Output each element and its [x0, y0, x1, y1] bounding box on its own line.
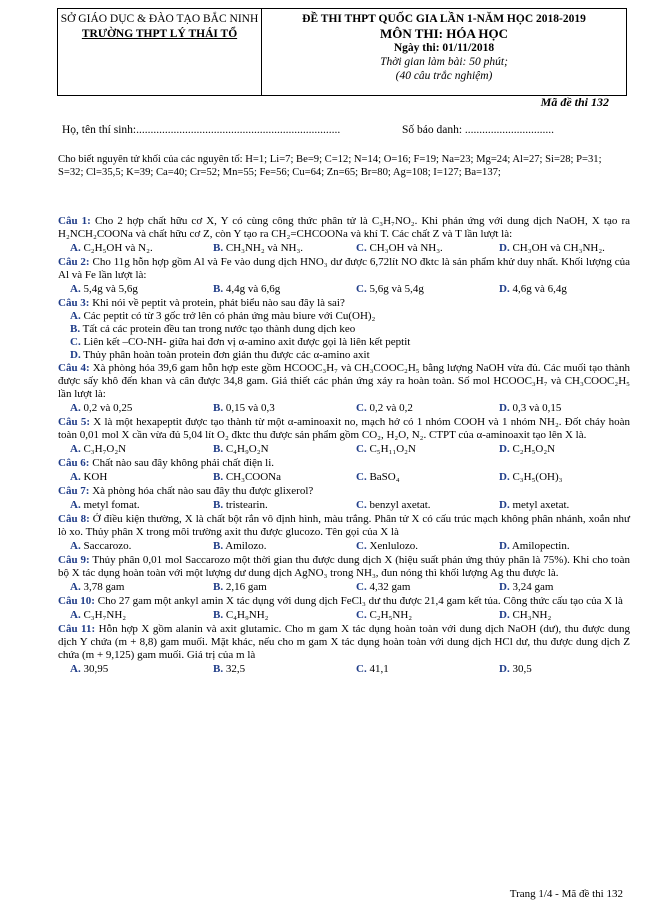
page-footer: Trang 1/4 - Mã đề thi 132 — [509, 888, 623, 900]
option-text: 41,1 — [369, 663, 389, 675]
exam-title: ĐỀ THI THPT QUỐC GIA LẦN 1-NĂM HỌC 2018-2019 — [302, 13, 586, 25]
answer-option — [201, 580, 344, 594]
question-label: Câu 7: — [58, 485, 90, 497]
option-text: 0,2 và 0,2 — [369, 402, 413, 414]
answer-option — [344, 401, 487, 415]
option-text: Thủy phân hoàn toàn protein đơn giản thu được các α-amino axit — [83, 349, 370, 361]
answer-option — [58, 282, 201, 296]
answer-option — [58, 580, 201, 594]
option-text: benzyl axetat. — [369, 499, 431, 511]
subject: MÔN THI: HÓA HỌC — [380, 26, 508, 41]
option-letter: A. — [70, 581, 81, 593]
question-text: X là một hexapeptit được tạo thành từ một α-aminoaxit no, mạch hở có 1 nhóm COOH và 1 nhóm NH₂. Đốt cháy hoàn toàn 0,01 mol X cần vừa đủ 5,04 lít O₂ đktc thu được sản phẩm gồm CO₂, H₂O, N₂. CTPT của α-aminoaxit tạo lên X là. — [58, 416, 630, 441]
answer-option — [58, 241, 201, 255]
student-info — [62, 124, 555, 136]
option-text: 3,78 gam — [83, 581, 125, 593]
answer-option — [487, 662, 630, 676]
answer-option — [344, 442, 487, 456]
answer-option — [344, 241, 487, 255]
option-text: BaSO₄ — [369, 471, 400, 483]
question-label: Câu 11: — [58, 623, 96, 635]
question-text: Hỗn hợp X gồm alanin và axit glutamic. Cho m gam X tác dụng hoàn toàn với dung dịch NaOH (dư), thu được dung dịch Y chứa (m + 8,8) gam muối. Mặt khác, nếu cho m gam X tác dụng hoàn toàn với dung dịch HCl dư, thu được dung dịch Z chứa (m + 9,125) gam muối. Giá trị của m là — [58, 623, 631, 661]
option-text: 4,32 gam — [369, 581, 411, 593]
option-text: 5,6g và 5,4g — [369, 283, 424, 295]
question-label: Câu 2: — [58, 256, 90, 268]
option-letter: D. — [499, 402, 510, 414]
answer-option — [58, 608, 201, 622]
option-text: C₃H₇O₂N — [83, 443, 127, 455]
answer-option — [201, 470, 344, 484]
option-text: C₂H₅NH₂ — [369, 609, 413, 621]
option-letter: B. — [213, 540, 224, 552]
option-letter: A. — [70, 242, 81, 254]
option-text: 30,5 — [512, 663, 532, 675]
option-letter: A. — [70, 310, 81, 322]
option-text: 5,4g và 5,6g — [83, 283, 138, 295]
option-text: 0,2 và 0,25 — [83, 402, 133, 414]
answer-option — [344, 282, 487, 296]
question — [58, 457, 630, 470]
option-letter: C. — [356, 242, 367, 254]
question — [58, 256, 630, 282]
question — [58, 297, 630, 310]
option-text: Amilopectin. — [511, 540, 570, 552]
option-letter: A. — [70, 443, 81, 455]
question-text: Cho 27 gam một ankyl amin X tác dụng với dung dịch FeCl₃ dư thu được 21,4 gam kết tủa. Công thức cấu tạo của X là — [97, 595, 623, 607]
option-letter: C. — [356, 581, 367, 593]
atomic-masses: Cho biết nguyên tử khối của các nguyên tố: H=1; Li=7; Be=9; C=12; N=14; O=16; F=19; Na=23; Mg=24; Al=27; Si=28; P=31; S=32; Cl=35,5; K=39; Ca=40; Cr=52; Mn=55; Fe=56; Cu=64; Zn=65; Br=80; Ag=108; I=127; Ba=137; — [58, 154, 602, 178]
answer-option — [201, 282, 344, 296]
option-letter: A. — [70, 471, 81, 483]
answer-option — [201, 662, 344, 676]
option-text: 4,4g và 6,6g — [225, 283, 281, 295]
option-letter: A. — [70, 609, 81, 621]
option-text: CH₃OH và NH₃. — [369, 242, 443, 254]
option-letter: B. — [213, 663, 224, 675]
answer-option — [58, 336, 630, 349]
option-letter: A. — [70, 499, 81, 511]
question — [58, 595, 630, 608]
exam-code: Mã đề thi 132 — [540, 95, 609, 109]
option-text: C₄H₉O₂N — [225, 443, 269, 455]
option-text: CH₃NH₂ và NH₃. — [225, 242, 304, 254]
student-name-field: Họ, tên thí sinh:....................................................................... — [62, 124, 341, 136]
option-letter: D. — [499, 581, 510, 593]
answer-option — [344, 580, 487, 594]
answer-option — [487, 401, 630, 415]
option-letter: B. — [213, 609, 224, 621]
option-text: C₂H₅O₂N — [512, 443, 556, 455]
option-text: KOH — [83, 471, 108, 483]
answer-option — [58, 310, 630, 323]
option-text: metyl fomat. — [83, 499, 140, 511]
question-label: Câu 9: — [58, 554, 90, 566]
option-letter: C. — [356, 499, 367, 511]
option-letter: D. — [499, 499, 510, 511]
option-letter: C. — [356, 540, 367, 552]
answer-option — [58, 323, 630, 336]
answer-options — [58, 442, 630, 456]
answer-option — [201, 608, 344, 622]
answer-options — [58, 580, 630, 594]
option-text: CH₃OH và CH₃NH₂. — [512, 242, 605, 254]
answer-option — [487, 442, 630, 456]
option-letter: B. — [213, 499, 224, 511]
answer-option — [487, 539, 630, 553]
question-label: Câu 8: — [58, 513, 90, 525]
answer-option — [58, 498, 201, 512]
question-label: Câu 6: — [58, 457, 90, 469]
option-text: 32,5 — [225, 663, 246, 675]
answer-options — [58, 662, 630, 676]
option-text: metyl axetat. — [512, 499, 570, 511]
option-text: C₅H₁₁O₂N — [369, 443, 416, 455]
option-letter: D. — [499, 663, 510, 675]
option-text: C₂H₅OH và N₂. — [83, 242, 153, 254]
option-letter: D. — [499, 471, 510, 483]
question-count: (40 câu trắc nghiệm) — [395, 70, 493, 82]
option-text: Saccarozo. — [83, 540, 132, 552]
option-text: 0,15 và 0,3 — [225, 402, 275, 414]
answer-options — [58, 539, 630, 553]
question-text: Cho 2 hợp chất hữu cơ X, Y có cùng công thức phân tử là C₃H₇NO₂. Khi phản ứng với dung dịch NaOH, X tạo ra H₂NCH₂COONa và chất hữu cơ Z, còn Y tạo ra CH₂=CHCOONa và khí T. Các chất Z và T lần lượt là: — [58, 215, 630, 240]
question-label: Câu 1: — [58, 215, 91, 227]
answer-option — [487, 608, 630, 622]
option-letter: D. — [499, 443, 510, 455]
question-text: Khi nói về peptit và protein, phát biểu nào sau đây là sai? — [92, 297, 345, 309]
option-text: C₄H₉NH₂ — [225, 609, 269, 621]
option-letter: C. — [70, 336, 81, 348]
answer-option — [58, 470, 201, 484]
answer-option — [344, 539, 487, 553]
option-letter: C. — [356, 471, 367, 483]
answer-option — [58, 349, 630, 362]
answer-options — [58, 498, 630, 512]
option-text: CH₃NH₂ — [512, 609, 552, 621]
option-letter: D. — [499, 540, 510, 552]
answer-options — [58, 401, 630, 415]
option-letter: B. — [213, 443, 224, 455]
question-text: Xà phòng hóa chất nào sau đây thu được glixerol? — [92, 485, 314, 497]
answer-options — [58, 310, 630, 362]
option-letter: B. — [213, 581, 224, 593]
option-text: Tất cả các protein đều tan trong nước tạo thành dung dịch keo — [82, 323, 356, 335]
answer-option — [201, 442, 344, 456]
option-letter: A. — [70, 402, 81, 414]
option-letter: C. — [356, 609, 367, 621]
option-text: 30,95 — [83, 663, 109, 675]
answer-option — [487, 241, 630, 255]
question-text: Chất nào sau đây không phải chất điện li. — [92, 457, 274, 469]
option-letter: B. — [213, 402, 224, 414]
question — [58, 485, 630, 498]
question-text: Ở điều kiện thường, X là chất bột rắn vô định hình, màu trắng. Phân tử X có cấu trúc mạch không phân nhánh, xoắn như lò xo. Thủy phân X trong môi trường axit thu được glucozo. Tên gọi của X là — [58, 513, 630, 538]
answer-option — [58, 539, 201, 553]
option-text: tristearin. — [225, 499, 268, 511]
dept-name: SỞ GIÁO DỤC & ĐÀO TẠO BẮC NINH — [60, 13, 259, 25]
option-text: Amilozo. — [225, 540, 267, 552]
question — [58, 416, 630, 442]
option-letter: D. — [499, 242, 510, 254]
option-letter: A. — [70, 540, 81, 552]
question-text: Thủy phân 0,01 mol Saccarozo một thời gian thu được dung dịch X (hiệu suất phản ứng thủy phân là 75%). Khi cho toàn bộ X tác dụng hoàn toàn với một lượng dư dung dịch AgNO₃ trong NH₃, đun nóng thì khối lượng Ag thu được là. — [58, 554, 630, 579]
answer-options — [58, 282, 630, 296]
answer-option — [344, 662, 487, 676]
answer-options — [58, 608, 630, 622]
option-letter: C. — [356, 663, 367, 675]
question — [58, 623, 630, 662]
option-letter: D. — [499, 609, 510, 621]
option-letter: C. — [356, 283, 367, 295]
option-letter: D. — [499, 283, 510, 295]
question-text: Xà phòng hóa 39,6 gam hỗn hợp este gồm HCOOC₃H₇ và CH₃COOC₂H₅ bằng lượng NaOH vừa đủ. Các muối tạo thành được sấy khô đến khan và cân được 34,8 gam. Giả thiết các phản ứng xảy ra hoàn toàn. Số mol HCOOC₃H₇ và CH₃COOC₂H₅ lần lượt là: — [58, 362, 630, 400]
option-letter: B. — [213, 242, 224, 254]
answer-option — [487, 282, 630, 296]
question-list — [58, 215, 630, 677]
option-text: CH₃COONa — [225, 471, 282, 483]
answer-option — [201, 539, 344, 553]
header-box — [57, 8, 627, 96]
question — [58, 215, 630, 241]
answer-options — [58, 470, 630, 484]
question-label: Câu 5: — [58, 416, 90, 428]
answer-option — [487, 470, 630, 484]
option-letter: C. — [356, 402, 367, 414]
answer-option — [201, 498, 344, 512]
answer-option — [344, 470, 487, 484]
school-name: TRƯỜNG THPT LÝ THÁI TỔ — [81, 28, 238, 40]
answer-option — [344, 498, 487, 512]
exam-time: Thời gian làm bài: 50 phút; — [380, 56, 508, 68]
answer-option — [201, 401, 344, 415]
option-text: 2,16 gam — [225, 581, 267, 593]
question-label: Câu 3: — [58, 297, 90, 309]
question — [58, 513, 630, 539]
answer-options — [58, 241, 630, 255]
question-label: Câu 4: — [58, 362, 90, 374]
option-text: Các peptit có từ 3 gốc trở lên có phản ứng màu biure với Cu(OH)₂ — [83, 310, 376, 322]
exam-date: Ngày thi: 01/11/2018 — [393, 42, 495, 54]
question-text: Cho 11g hỗn hợp gồm Al và Fe vào dung dịch HNO₃ dư được 6,72lít NO đktc là sản phẩm khử duy nhất. Khối lượng của Al và Fe lần lượt là: — [58, 256, 630, 281]
option-text: C₃H₅(OH)₃ — [512, 471, 563, 483]
option-text: Liên kết –CO-NH- giữa hai đơn vị α-amino axit được gọi là liên kết peptit — [83, 336, 411, 348]
option-letter: B. — [70, 323, 81, 335]
student-id-field: Số báo danh: ............................... — [402, 124, 555, 136]
answer-option — [58, 442, 201, 456]
option-letter: B. — [213, 471, 224, 483]
header-right — [262, 9, 626, 95]
answer-option — [58, 401, 201, 415]
answer-option — [58, 662, 201, 676]
option-letter: C. — [356, 443, 367, 455]
option-letter: B. — [213, 283, 224, 295]
answer-option — [487, 498, 630, 512]
question — [58, 362, 630, 401]
option-letter: A. — [70, 663, 81, 675]
answer-option — [487, 580, 630, 594]
question — [58, 554, 630, 580]
option-text: Xenlulozo. — [369, 540, 419, 552]
option-text: 3,24 gam — [512, 581, 554, 593]
option-letter: D. — [70, 349, 81, 361]
answer-option — [344, 608, 487, 622]
header-left — [58, 9, 262, 95]
option-letter: A. — [70, 283, 81, 295]
answer-option — [201, 241, 344, 255]
option-text: 4,6g và 6,4g — [512, 283, 567, 295]
option-text: C₃H₇NH₂ — [83, 609, 127, 621]
question-label: Câu 10: — [58, 595, 95, 607]
option-text: 0,3 và 0,15 — [512, 402, 562, 414]
